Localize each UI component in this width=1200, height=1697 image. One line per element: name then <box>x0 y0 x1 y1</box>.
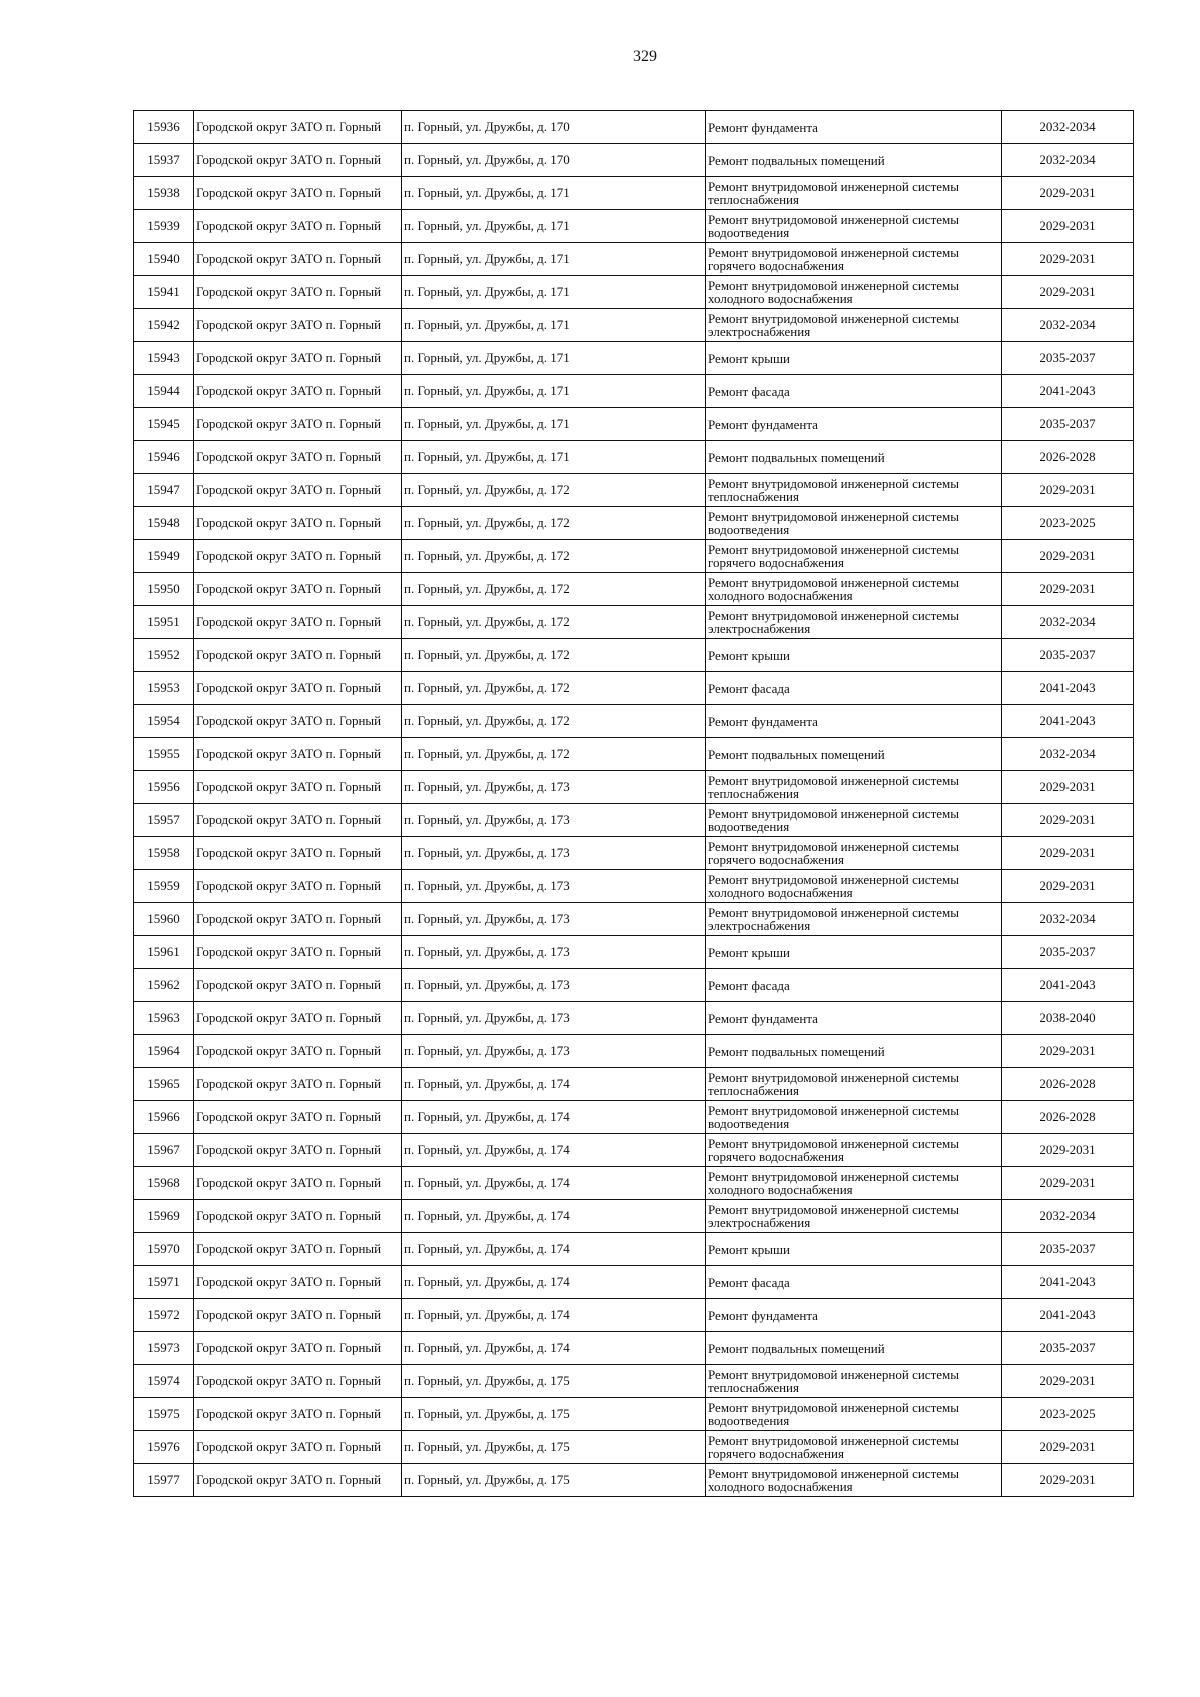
municipality-cell: Городской округ ЗАТО п. Горный <box>194 837 402 870</box>
address-cell: п. Горный, ул. Дружбы, д. 171 <box>402 342 706 375</box>
address-cell: п. Горный, ул. Дружбы, д. 172 <box>402 573 706 606</box>
period-cell: 2029-2031 <box>1002 1035 1134 1068</box>
municipality-cell: Городской округ ЗАТО п. Горный <box>194 1068 402 1101</box>
period-cell: 2032-2034 <box>1002 606 1134 639</box>
table-row <box>134 1101 1134 1134</box>
address-cell: п. Горный, ул. Дружбы, д. 175 <box>402 1398 706 1431</box>
work-type-cell: Ремонт внутридомовой инженерной системы водоотведения <box>706 1101 1002 1134</box>
work-type-cell: Ремонт крыши <box>706 639 1002 672</box>
work-type-cell: Ремонт внутридомовой инженерной системы горячего водоснабжения <box>706 1431 1002 1464</box>
municipality-cell: Городской округ ЗАТО п. Горный <box>194 1266 402 1299</box>
period-cell: 2029-2031 <box>1002 837 1134 870</box>
table-row <box>134 1299 1134 1332</box>
address-cell: п. Горный, ул. Дружбы, д. 172 <box>402 738 706 771</box>
period-cell: 2029-2031 <box>1002 771 1134 804</box>
period-cell: 2035-2037 <box>1002 936 1134 969</box>
table-row <box>134 210 1134 243</box>
municipality-cell: Городской округ ЗАТО п. Горный <box>194 474 402 507</box>
address-cell: п. Горный, ул. Дружбы, д. 171 <box>402 243 706 276</box>
row-number-cell: 15943 <box>134 342 194 375</box>
municipality-cell: Городской округ ЗАТО п. Горный <box>194 804 402 837</box>
table-row <box>134 111 1134 144</box>
period-cell: 2041-2043 <box>1002 1266 1134 1299</box>
address-cell: п. Горный, ул. Дружбы, д. 173 <box>402 771 706 804</box>
row-number-cell: 15946 <box>134 441 194 474</box>
address-cell: п. Горный, ул. Дружбы, д. 174 <box>402 1200 706 1233</box>
table-row <box>134 1464 1134 1497</box>
period-cell: 2029-2031 <box>1002 276 1134 309</box>
work-type-cell: Ремонт фасада <box>706 1266 1002 1299</box>
address-cell: п. Горный, ул. Дружбы, д. 173 <box>402 903 706 936</box>
address-cell: п. Горный, ул. Дружбы, д. 174 <box>402 1134 706 1167</box>
table-row <box>134 1200 1134 1233</box>
table-row <box>134 1068 1134 1101</box>
municipality-cell: Городской округ ЗАТО п. Горный <box>194 507 402 540</box>
municipality-cell: Городской округ ЗАТО п. Горный <box>194 1233 402 1266</box>
work-type-cell: Ремонт внутридомовой инженерной системы холодного водоснабжения <box>706 1167 1002 1200</box>
row-number-cell: 15941 <box>134 276 194 309</box>
table-row <box>134 276 1134 309</box>
address-cell: п. Горный, ул. Дружбы, д. 172 <box>402 606 706 639</box>
municipality-cell: Городской округ ЗАТО п. Горный <box>194 177 402 210</box>
address-cell: п. Горный, ул. Дружбы, д. 173 <box>402 804 706 837</box>
work-type-cell: Ремонт фасада <box>706 672 1002 705</box>
period-cell: 2035-2037 <box>1002 639 1134 672</box>
table-row <box>134 639 1134 672</box>
row-number-cell: 15966 <box>134 1101 194 1134</box>
row-number-cell: 15976 <box>134 1431 194 1464</box>
municipality-cell: Городской округ ЗАТО п. Горный <box>194 1464 402 1497</box>
municipality-cell: Городской округ ЗАТО п. Горный <box>194 540 402 573</box>
municipality-cell: Городской округ ЗАТО п. Горный <box>194 1398 402 1431</box>
row-number-cell: 15967 <box>134 1134 194 1167</box>
municipality-cell: Городской округ ЗАТО п. Горный <box>194 111 402 144</box>
address-cell: п. Горный, ул. Дружбы, д. 174 <box>402 1266 706 1299</box>
work-type-cell: Ремонт внутридомовой инженерной системы теплоснабжения <box>706 1365 1002 1398</box>
municipality-cell: Городской округ ЗАТО п. Горный <box>194 276 402 309</box>
period-cell: 2035-2037 <box>1002 408 1134 441</box>
work-type-cell: Ремонт внутридомовой инженерной системы холодного водоснабжения <box>706 1464 1002 1497</box>
work-type-cell: Ремонт внутридомовой инженерной системы холодного водоснабжения <box>706 870 1002 903</box>
period-cell: 2041-2043 <box>1002 969 1134 1002</box>
table-row <box>134 870 1134 903</box>
work-type-cell: Ремонт внутридомовой инженерной системы горячего водоснабжения <box>706 243 1002 276</box>
row-number-cell: 15977 <box>134 1464 194 1497</box>
municipality-cell: Городской округ ЗАТО п. Горный <box>194 903 402 936</box>
table-row <box>134 177 1134 210</box>
period-cell: 2023-2025 <box>1002 507 1134 540</box>
table-row <box>134 309 1134 342</box>
work-type-cell: Ремонт внутридомовой инженерной системы горячего водоснабжения <box>706 540 1002 573</box>
address-cell: п. Горный, ул. Дружбы, д. 170 <box>402 111 706 144</box>
row-number-cell: 15965 <box>134 1068 194 1101</box>
period-cell: 2029-2031 <box>1002 1464 1134 1497</box>
row-number-cell: 15937 <box>134 144 194 177</box>
table-row <box>134 1167 1134 1200</box>
table-row <box>134 606 1134 639</box>
row-number-cell: 15962 <box>134 969 194 1002</box>
registry-table <box>133 110 1134 1497</box>
row-number-cell: 15948 <box>134 507 194 540</box>
work-type-cell: Ремонт внутридомовой инженерной системы водоотведения <box>706 210 1002 243</box>
table-row <box>134 1134 1134 1167</box>
table-row <box>134 1398 1134 1431</box>
table-row <box>134 672 1134 705</box>
municipality-cell: Городской округ ЗАТО п. Горный <box>194 870 402 903</box>
row-number-cell: 15940 <box>134 243 194 276</box>
address-cell: п. Горный, ул. Дружбы, д. 173 <box>402 936 706 969</box>
municipality-cell: Городской округ ЗАТО п. Горный <box>194 672 402 705</box>
row-number-cell: 15954 <box>134 705 194 738</box>
municipality-cell: Городской округ ЗАТО п. Горный <box>194 375 402 408</box>
row-number-cell: 15942 <box>134 309 194 342</box>
row-number-cell: 15955 <box>134 738 194 771</box>
table-row <box>134 144 1134 177</box>
address-cell: п. Горный, ул. Дружбы, д. 173 <box>402 837 706 870</box>
work-type-cell: Ремонт внутридомовой инженерной системы электроснабжения <box>706 606 1002 639</box>
period-cell: 2029-2031 <box>1002 1167 1134 1200</box>
address-cell: п. Горный, ул. Дружбы, д. 174 <box>402 1332 706 1365</box>
address-cell: п. Горный, ул. Дружбы, д. 173 <box>402 1002 706 1035</box>
address-cell: п. Горный, ул. Дружбы, д. 174 <box>402 1068 706 1101</box>
period-cell: 2029-2031 <box>1002 573 1134 606</box>
work-type-cell: Ремонт внутридомовой инженерной системы горячего водоснабжения <box>706 837 1002 870</box>
work-type-cell: Ремонт подвальных помещений <box>706 1035 1002 1068</box>
period-cell: 2041-2043 <box>1002 1299 1134 1332</box>
table-row <box>134 1431 1134 1464</box>
address-cell: п. Горный, ул. Дружбы, д. 174 <box>402 1101 706 1134</box>
table-row <box>134 738 1134 771</box>
table-row <box>134 1266 1134 1299</box>
row-number-cell: 15947 <box>134 474 194 507</box>
row-number-cell: 15958 <box>134 837 194 870</box>
row-number-cell: 15970 <box>134 1233 194 1266</box>
address-cell: п. Горный, ул. Дружбы, д. 171 <box>402 309 706 342</box>
table-row <box>134 804 1134 837</box>
work-type-cell: Ремонт внутридомовой инженерной системы теплоснабжения <box>706 771 1002 804</box>
address-cell: п. Горный, ул. Дружбы, д. 172 <box>402 672 706 705</box>
table-row <box>134 573 1134 606</box>
municipality-cell: Городской округ ЗАТО п. Горный <box>194 309 402 342</box>
work-type-cell: Ремонт внутридомовой инженерной системы холодного водоснабжения <box>706 573 1002 606</box>
work-type-cell: Ремонт внутридомовой инженерной системы электроснабжения <box>706 903 1002 936</box>
address-cell: п. Горный, ул. Дружбы, д. 171 <box>402 276 706 309</box>
row-number-cell: 15952 <box>134 639 194 672</box>
row-number-cell: 15971 <box>134 1266 194 1299</box>
table-row <box>134 1365 1134 1398</box>
municipality-cell: Городской округ ЗАТО п. Горный <box>194 1365 402 1398</box>
table-row <box>134 969 1134 1002</box>
municipality-cell: Городской округ ЗАТО п. Горный <box>194 936 402 969</box>
row-number-cell: 15938 <box>134 177 194 210</box>
period-cell: 2026-2028 <box>1002 441 1134 474</box>
municipality-cell: Городской округ ЗАТО п. Горный <box>194 639 402 672</box>
table-body <box>134 111 1134 1497</box>
municipality-cell: Городской округ ЗАТО п. Горный <box>194 1002 402 1035</box>
period-cell: 2038-2040 <box>1002 1002 1134 1035</box>
period-cell: 2029-2031 <box>1002 1431 1134 1464</box>
address-cell: п. Горный, ул. Дружбы, д. 175 <box>402 1431 706 1464</box>
row-number-cell: 15968 <box>134 1167 194 1200</box>
period-cell: 2032-2034 <box>1002 144 1134 177</box>
work-type-cell: Ремонт внутридомовой инженерной системы водоотведения <box>706 1398 1002 1431</box>
period-cell: 2029-2031 <box>1002 870 1134 903</box>
period-cell: 2035-2037 <box>1002 1233 1134 1266</box>
table-row <box>134 903 1134 936</box>
address-cell: п. Горный, ул. Дружбы, д. 171 <box>402 375 706 408</box>
period-cell: 2029-2031 <box>1002 243 1134 276</box>
work-type-cell: Ремонт внутридомовой инженерной системы холодного водоснабжения <box>706 276 1002 309</box>
address-cell: п. Горный, ул. Дружбы, д. 173 <box>402 870 706 903</box>
row-number-cell: 15973 <box>134 1332 194 1365</box>
address-cell: п. Горный, ул. Дружбы, д. 171 <box>402 177 706 210</box>
table-row <box>134 1332 1134 1365</box>
period-cell: 2029-2031 <box>1002 474 1134 507</box>
table-row <box>134 936 1134 969</box>
work-type-cell: Ремонт крыши <box>706 1233 1002 1266</box>
work-type-cell: Ремонт фундамента <box>706 1002 1002 1035</box>
address-cell: п. Горный, ул. Дружбы, д. 174 <box>402 1167 706 1200</box>
municipality-cell: Городской округ ЗАТО п. Горный <box>194 243 402 276</box>
row-number-cell: 15960 <box>134 903 194 936</box>
period-cell: 2041-2043 <box>1002 672 1134 705</box>
municipality-cell: Городской округ ЗАТО п. Горный <box>194 771 402 804</box>
municipality-cell: Городской округ ЗАТО п. Горный <box>194 1332 402 1365</box>
work-type-cell: Ремонт фундамента <box>706 408 1002 441</box>
table-row <box>134 441 1134 474</box>
municipality-cell: Городской округ ЗАТО п. Горный <box>194 1101 402 1134</box>
table-row <box>134 837 1134 870</box>
work-type-cell: Ремонт внутридомовой инженерной системы теплоснабжения <box>706 1068 1002 1101</box>
work-type-cell: Ремонт подвальных помещений <box>706 738 1002 771</box>
address-cell: п. Горный, ул. Дружбы, д. 171 <box>402 210 706 243</box>
address-cell: п. Горный, ул. Дружбы, д. 172 <box>402 474 706 507</box>
period-cell: 2026-2028 <box>1002 1068 1134 1101</box>
row-number-cell: 15959 <box>134 870 194 903</box>
row-number-cell: 15950 <box>134 573 194 606</box>
period-cell: 2023-2025 <box>1002 1398 1134 1431</box>
municipality-cell: Городской округ ЗАТО п. Горный <box>194 1167 402 1200</box>
address-cell: п. Горный, ул. Дружбы, д. 172 <box>402 639 706 672</box>
period-cell: 2032-2034 <box>1002 738 1134 771</box>
row-number-cell: 15957 <box>134 804 194 837</box>
row-number-cell: 15963 <box>134 1002 194 1035</box>
table-row <box>134 705 1134 738</box>
row-number-cell: 15974 <box>134 1365 194 1398</box>
row-number-cell: 15969 <box>134 1200 194 1233</box>
municipality-cell: Городской округ ЗАТО п. Горный <box>194 738 402 771</box>
address-cell: п. Горный, ул. Дружбы, д. 174 <box>402 1233 706 1266</box>
municipality-cell: Городской округ ЗАТО п. Горный <box>194 210 402 243</box>
row-number-cell: 15951 <box>134 606 194 639</box>
work-type-cell: Ремонт внутридомовой инженерной системы теплоснабжения <box>706 474 1002 507</box>
period-cell: 2032-2034 <box>1002 309 1134 342</box>
municipality-cell: Городской округ ЗАТО п. Горный <box>194 342 402 375</box>
address-cell: п. Горный, ул. Дружбы, д. 173 <box>402 1035 706 1068</box>
row-number-cell: 15945 <box>134 408 194 441</box>
period-cell: 2029-2031 <box>1002 1365 1134 1398</box>
municipality-cell: Городской округ ЗАТО п. Горный <box>194 144 402 177</box>
row-number-cell: 15949 <box>134 540 194 573</box>
period-cell: 2032-2034 <box>1002 111 1134 144</box>
address-cell: п. Горный, ул. Дружбы, д. 172 <box>402 507 706 540</box>
period-cell: 2035-2037 <box>1002 1332 1134 1365</box>
period-cell: 2029-2031 <box>1002 540 1134 573</box>
table-row <box>134 408 1134 441</box>
address-cell: п. Горный, ул. Дружбы, д. 174 <box>402 1299 706 1332</box>
period-cell: 2041-2043 <box>1002 705 1134 738</box>
work-type-cell: Ремонт внутридомовой инженерной системы водоотведения <box>706 804 1002 837</box>
period-cell: 2029-2031 <box>1002 1134 1134 1167</box>
municipality-cell: Городской округ ЗАТО п. Горный <box>194 1035 402 1068</box>
work-type-cell: Ремонт фасада <box>706 375 1002 408</box>
period-cell: 2029-2031 <box>1002 804 1134 837</box>
work-type-cell: Ремонт внутридомовой инженерной системы электроснабжения <box>706 1200 1002 1233</box>
work-type-cell: Ремонт фундамента <box>706 705 1002 738</box>
municipality-cell: Городской округ ЗАТО п. Горный <box>194 1299 402 1332</box>
table-row <box>134 243 1134 276</box>
municipality-cell: Городской округ ЗАТО п. Горный <box>194 1134 402 1167</box>
table-row <box>134 1002 1134 1035</box>
work-type-cell: Ремонт подвальных помещений <box>706 1332 1002 1365</box>
address-cell: п. Горный, ул. Дружбы, д. 171 <box>402 441 706 474</box>
table-row <box>134 342 1134 375</box>
table-row <box>134 771 1134 804</box>
row-number-cell: 15972 <box>134 1299 194 1332</box>
table-row <box>134 1233 1134 1266</box>
table-row <box>134 540 1134 573</box>
period-cell: 2032-2034 <box>1002 903 1134 936</box>
row-number-cell: 15939 <box>134 210 194 243</box>
work-type-cell: Ремонт крыши <box>706 936 1002 969</box>
period-cell: 2035-2037 <box>1002 342 1134 375</box>
work-type-cell: Ремонт подвальных помещений <box>706 144 1002 177</box>
period-cell: 2026-2028 <box>1002 1101 1134 1134</box>
work-type-cell: Ремонт внутридомовой инженерной системы теплоснабжения <box>706 177 1002 210</box>
row-number-cell: 15964 <box>134 1035 194 1068</box>
work-type-cell: Ремонт крыши <box>706 342 1002 375</box>
table-row <box>134 375 1134 408</box>
row-number-cell: 15936 <box>134 111 194 144</box>
municipality-cell: Городской округ ЗАТО п. Горный <box>194 408 402 441</box>
work-type-cell: Ремонт внутридомовой инженерной системы водоотведения <box>706 507 1002 540</box>
municipality-cell: Городской округ ЗАТО п. Горный <box>194 573 402 606</box>
work-type-cell: Ремонт внутридомовой инженерной системы электроснабжения <box>706 309 1002 342</box>
work-type-cell: Ремонт фасада <box>706 969 1002 1002</box>
table-row <box>134 1035 1134 1068</box>
municipality-cell: Городской округ ЗАТО п. Горный <box>194 705 402 738</box>
municipality-cell: Городской округ ЗАТО п. Горный <box>194 441 402 474</box>
page-number: 329 <box>633 48 657 65</box>
address-cell: п. Горный, ул. Дружбы, д. 170 <box>402 144 706 177</box>
work-type-cell: Ремонт фундамента <box>706 111 1002 144</box>
row-number-cell: 15953 <box>134 672 194 705</box>
address-cell: п. Горный, ул. Дружбы, д. 173 <box>402 969 706 1002</box>
row-number-cell: 15961 <box>134 936 194 969</box>
municipality-cell: Городской округ ЗАТО п. Горный <box>194 606 402 639</box>
address-cell: п. Горный, ул. Дружбы, д. 171 <box>402 408 706 441</box>
table-row <box>134 507 1134 540</box>
work-type-cell: Ремонт внутридомовой инженерной системы горячего водоснабжения <box>706 1134 1002 1167</box>
address-cell: п. Горный, ул. Дружбы, д. 175 <box>402 1464 706 1497</box>
row-number-cell: 15956 <box>134 771 194 804</box>
row-number-cell: 15944 <box>134 375 194 408</box>
municipality-cell: Городской округ ЗАТО п. Горный <box>194 969 402 1002</box>
period-cell: 2032-2034 <box>1002 1200 1134 1233</box>
address-cell: п. Горный, ул. Дружбы, д. 172 <box>402 705 706 738</box>
address-cell: п. Горный, ул. Дружбы, д. 172 <box>402 540 706 573</box>
period-cell: 2029-2031 <box>1002 177 1134 210</box>
work-type-cell: Ремонт подвальных помещений <box>706 441 1002 474</box>
row-number-cell: 15975 <box>134 1398 194 1431</box>
address-cell: п. Горный, ул. Дружбы, д. 175 <box>402 1365 706 1398</box>
table-row <box>134 474 1134 507</box>
period-cell: 2029-2031 <box>1002 210 1134 243</box>
municipality-cell: Городской округ ЗАТО п. Горный <box>194 1431 402 1464</box>
work-type-cell: Ремонт фундамента <box>706 1299 1002 1332</box>
municipality-cell: Городской округ ЗАТО п. Горный <box>194 1200 402 1233</box>
period-cell: 2041-2043 <box>1002 375 1134 408</box>
